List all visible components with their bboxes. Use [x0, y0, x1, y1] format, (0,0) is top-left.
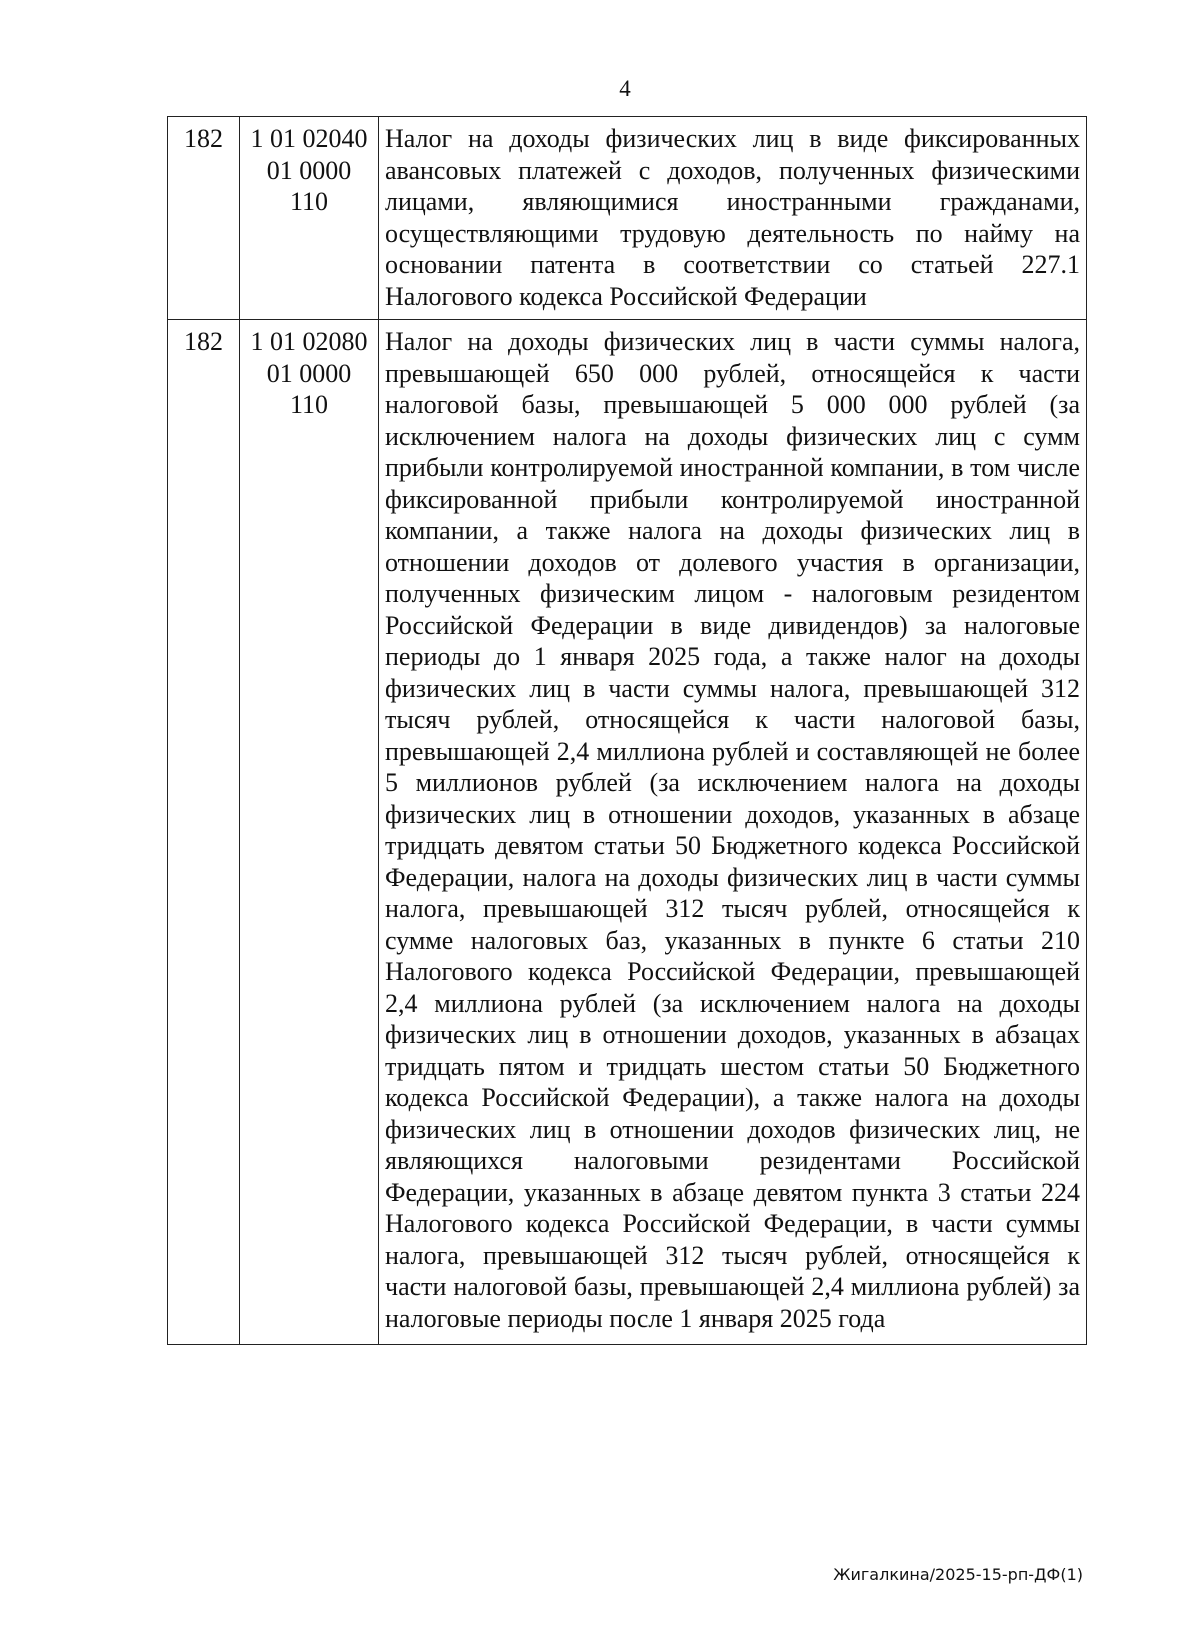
table-row	[168, 117, 1087, 320]
admin-code-cell: 182	[168, 320, 240, 1345]
kbk-code-part: 110	[289, 390, 329, 419]
page-number: 4	[619, 76, 631, 101]
kbk-code-part: 01 0000	[266, 358, 352, 388]
kbk-code-cell	[240, 320, 379, 1345]
kbk-code-cell	[240, 117, 379, 320]
revenue-name-cell: Налог на доходы физических лиц в виде фиксированных авансовых платежей с доходов, полученных физическими лицами, являющимися иностранными гражданами, осуществляющими трудовую деятельность по найму на основании патента в соответствии со статьей 227.1 Налогового кодекса Российской Федерации	[379, 117, 1087, 320]
revenue-name-cell: Налог на доходы физических лиц в части суммы налога, превышающей 650 000 рублей, относящейся к части налоговой базы, превышающей 5 000 000 рублей (за исключением налога на доходы физических лиц с сумм прибыли контролируемой иностранной компании, в том числе фиксированной прибыли контролируемой иностранной компании, а также налога на доходы физических лиц в отношении доходов от долевого участия в организации, полученных физическим лицом - налоговым резидентом Российской Федерации в виде дивидендов) за налоговые периоды до 1 января 2025 года, а также налог на доходы физических лиц в части суммы налога, превышающей 312 тысяч рублей, относящейся к части налоговой базы, превышающей 2,4 миллиона рублей и составляющей не более 5 миллионов рублей (за исключением налога на доходы физических лиц в отношении доходов, указанных в абзаце тридцать девятом статьи 50 Бюджетного кодекса Российской Федерации, налога на доходы физических лиц в части суммы налога, превышающей 312 тысяч рублей, относящейся к сумме налоговых баз, указанных в пункте 6 статьи 210 Налогового кодекса Российской Федерации, превышающей 2,4 миллиона рублей (за исключением налога на доходы физических лиц в отношении доходов, указанных в абзацах тридцать пятом и тридцать шестом статьи 50 Бюджетного кодекса Российской Федерации), а также налога на доходы физических лиц в отношении доходов физических лиц, не являющихся налоговыми резидентами Российской Федерации, указанных в абзаце девятом пункта 3 статьи 224 Налогового кодекса Российской Федерации, в части суммы налога, превышающей 312 тысяч рублей, относящейся к части налоговой базы, превышающей 2,4 миллиона рублей) за налоговые периоды после 1 января 2025 года	[379, 320, 1087, 1345]
kbk-code-part: 110	[289, 187, 329, 216]
budget-codes-table	[167, 116, 1087, 1345]
kbk-code-part: 1 01 02080	[250, 327, 368, 356]
table-row	[168, 320, 1087, 1345]
kbk-code-part: 01 0000	[266, 155, 352, 185]
kbk-code-part: 1 01 02040	[250, 124, 368, 153]
document-reference: Жигалкина/2025-15-рп-ДФ(1)	[833, 1565, 1083, 1584]
admin-code-cell: 182	[168, 117, 240, 320]
